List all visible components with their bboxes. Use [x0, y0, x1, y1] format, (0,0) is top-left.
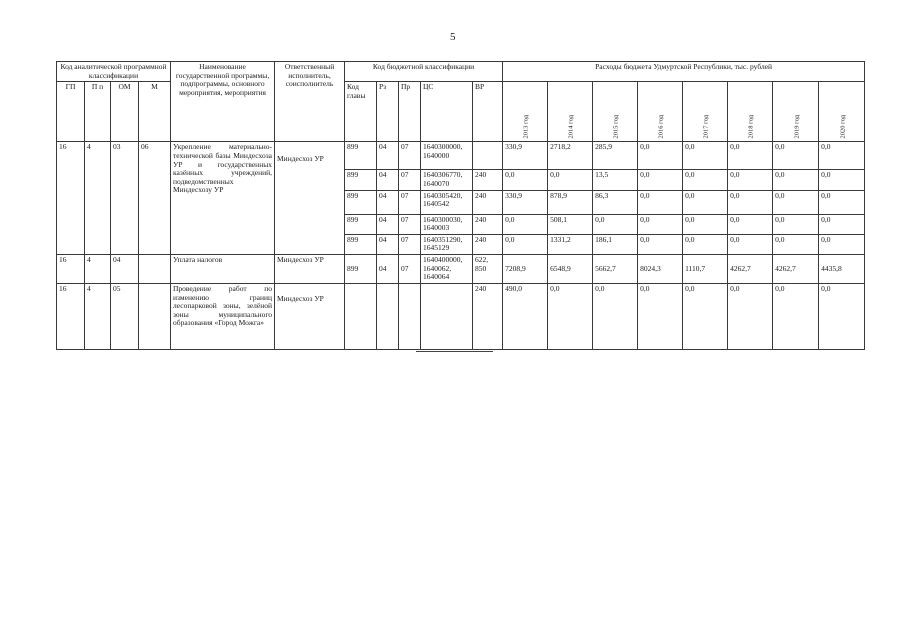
cell-value: 878,9 — [548, 190, 593, 214]
cell-value: 86,3 — [593, 190, 638, 214]
page-number: 5 — [450, 31, 456, 43]
cell-value: 0,0 — [819, 234, 865, 254]
cell-pr — [399, 283, 421, 349]
cell-value: 490,0 — [503, 283, 548, 349]
cell-value: 0,0 — [773, 283, 819, 349]
cell-value: 5662,7 — [593, 255, 638, 284]
cell-glava: 899 — [345, 234, 377, 254]
header-budget-code: Код бюджетной классификации — [345, 62, 503, 82]
cell-value: 0,0 — [773, 142, 819, 170]
cell-value: 6548,9 — [548, 255, 593, 284]
cell-value: 0,0 — [683, 283, 728, 349]
header-year: 2016 год — [638, 82, 683, 142]
cell-value: 0,0 — [683, 234, 728, 254]
cell-value: 0,0 — [683, 142, 728, 170]
cell-vr: 240 — [473, 234, 503, 254]
cell-executor: Миндесхоз УР — [275, 255, 345, 284]
header-year: 2017 год — [683, 82, 728, 142]
cell-value: 0,0 — [638, 170, 683, 190]
cell-value: 0,0 — [593, 283, 638, 349]
cell-om: 04 — [111, 255, 139, 284]
cell-p: 4 — [85, 283, 111, 349]
header-pr: Пр — [399, 82, 421, 142]
cell-value: 0,0 — [548, 283, 593, 349]
cell-value: 13,5 — [593, 170, 638, 190]
cell-m — [139, 255, 171, 284]
cell-name: Уплата налогов — [171, 255, 275, 284]
cell-value: 0,0 — [593, 214, 638, 234]
cell-glava: 899 — [345, 190, 377, 214]
cell-value: 0,0 — [728, 142, 773, 170]
cell-cs: 1640306770, 1640070 — [421, 170, 473, 190]
cell-value: 330,9 — [503, 190, 548, 214]
cell-value: 0,0 — [638, 283, 683, 349]
cell-executor: Миндесхоз УР — [275, 142, 345, 255]
cell-value: 0,0 — [819, 283, 865, 349]
header-year: 2019 год — [773, 82, 819, 142]
cell-pr: 07 — [399, 170, 421, 190]
cell-gp: 16 — [57, 283, 85, 349]
cell-om: 05 — [111, 283, 139, 349]
cell-value: 0,0 — [773, 214, 819, 234]
header-p: П п — [85, 82, 111, 142]
header-gp: ГП — [57, 82, 85, 142]
cell-value: 0,0 — [548, 170, 593, 190]
cell-value: 0,0 — [503, 214, 548, 234]
header-year: 2018 год — [728, 82, 773, 142]
cell-rz: 04 — [377, 214, 399, 234]
cell-value: 0,0 — [773, 170, 819, 190]
cell-glava — [345, 283, 377, 349]
header-executor: Ответственный исполнитель, соисполнитель — [275, 62, 345, 142]
cell-value: 0,0 — [819, 170, 865, 190]
header-m: М — [139, 82, 171, 142]
cell-value: 0,0 — [773, 234, 819, 254]
cell-value: 2718,2 — [548, 142, 593, 170]
cell-value: 0,0 — [728, 170, 773, 190]
header-year: 2014 год — [548, 82, 593, 142]
cell-gp: 16 — [57, 255, 85, 284]
cell-cs: 1640351290, 1645129 — [421, 234, 473, 254]
cell-value: 8024,3 — [638, 255, 683, 284]
cell-p: 4 — [85, 142, 111, 255]
cell-value: 7208,9 — [503, 255, 548, 284]
cell-value: 186,1 — [593, 234, 638, 254]
header-expenses: Расходы бюджета Удмуртской Республики, тыс. рублей — [503, 62, 865, 82]
cell-cs: 1640300030, 1640003 — [421, 214, 473, 234]
cell-value: 0,0 — [638, 214, 683, 234]
cell-value: 4435,8 — [819, 255, 865, 284]
cell-m — [139, 283, 171, 349]
footer-rule — [416, 351, 493, 352]
cell-glava: 899 — [345, 170, 377, 190]
cell-value: 0,0 — [728, 214, 773, 234]
header-kod-glavy: Код главы — [345, 82, 377, 142]
cell-glava: 899 — [345, 214, 377, 234]
cell-value: 0,0 — [638, 142, 683, 170]
cell-glava: 899 — [345, 255, 377, 284]
header-year: 2013 год — [503, 82, 548, 142]
cell-value: 0,0 — [638, 190, 683, 214]
header-vr: ВР — [473, 82, 503, 142]
cell-executor: Миндесхоз УР — [275, 283, 345, 349]
cell-value: 508,1 — [548, 214, 593, 234]
cell-rz: 04 — [377, 170, 399, 190]
cell-vr — [473, 142, 503, 170]
header-name: Наименование государственной программы, подпрограммы, основного мероприятия, мероприятия — [171, 62, 275, 142]
cell-value: 0,0 — [819, 142, 865, 170]
budget-table — [56, 61, 865, 350]
cell-value: 0,0 — [683, 214, 728, 234]
cell-value: 0,0 — [728, 283, 773, 349]
cell-vr: 240 — [473, 190, 503, 214]
header-analytic-code: Код аналитической программной классификации — [57, 62, 171, 82]
cell-value: 1110,7 — [683, 255, 728, 284]
cell-value: 4262,7 — [728, 255, 773, 284]
cell-rz: 04 — [377, 190, 399, 214]
cell-value: 0,0 — [819, 214, 865, 234]
cell-pr: 07 — [399, 214, 421, 234]
cell-pr: 07 — [399, 190, 421, 214]
cell-p: 4 — [85, 255, 111, 284]
cell-vr: 622, 850 — [473, 255, 503, 284]
header-om: ОМ — [111, 82, 139, 142]
cell-glava: 899 — [345, 142, 377, 170]
cell-value: 0,0 — [503, 170, 548, 190]
cell-vr: 240 — [473, 283, 503, 349]
cell-value: 0,0 — [638, 234, 683, 254]
header-year: 2015 год — [593, 82, 638, 142]
cell-cs: 1640300000, 1640000 — [421, 142, 473, 170]
cell-pr: 07 — [399, 255, 421, 284]
cell-cs: 1640305420, 1640542 — [421, 190, 473, 214]
header-cs: ЦС — [421, 82, 473, 142]
header-rz: Рз — [377, 82, 399, 142]
cell-value: 0,0 — [728, 190, 773, 214]
cell-value: 330,9 — [503, 142, 548, 170]
cell-value: 285,9 — [593, 142, 638, 170]
cell-pr: 07 — [399, 234, 421, 254]
cell-value: 4262,7 — [773, 255, 819, 284]
cell-rz: 04 — [377, 255, 399, 284]
cell-rz: 04 — [377, 234, 399, 254]
cell-value: 0,0 — [819, 190, 865, 214]
cell-cs: 1640400000, 1640062, 1640064 — [421, 255, 473, 284]
cell-cs — [421, 283, 473, 349]
header-year: 2020 год — [819, 82, 865, 142]
cell-value: 0,0 — [683, 190, 728, 214]
cell-value: 0,0 — [728, 234, 773, 254]
cell-name: Укрепление материально-технической базы Миндесхоза УР и государственных казённых учреждений, подведомственных Миндесхозу УР — [171, 142, 275, 255]
cell-value: 0,0 — [503, 234, 548, 254]
cell-rz: 04 — [377, 142, 399, 170]
cell-vr: 240 — [473, 214, 503, 234]
cell-value: 0,0 — [773, 190, 819, 214]
cell-m: 06 — [139, 142, 171, 255]
cell-value: 0,0 — [683, 170, 728, 190]
cell-vr: 240 — [473, 170, 503, 190]
cell-pr: 07 — [399, 142, 421, 170]
cell-rz — [377, 283, 399, 349]
cell-om: 03 — [111, 142, 139, 255]
cell-name: Проведение работ по изменению границ лесопарковой зоны, зелёной зоны муниципального образования «Город Можга» — [171, 283, 275, 349]
cell-value: 1331,2 — [548, 234, 593, 254]
cell-gp: 16 — [57, 142, 85, 255]
